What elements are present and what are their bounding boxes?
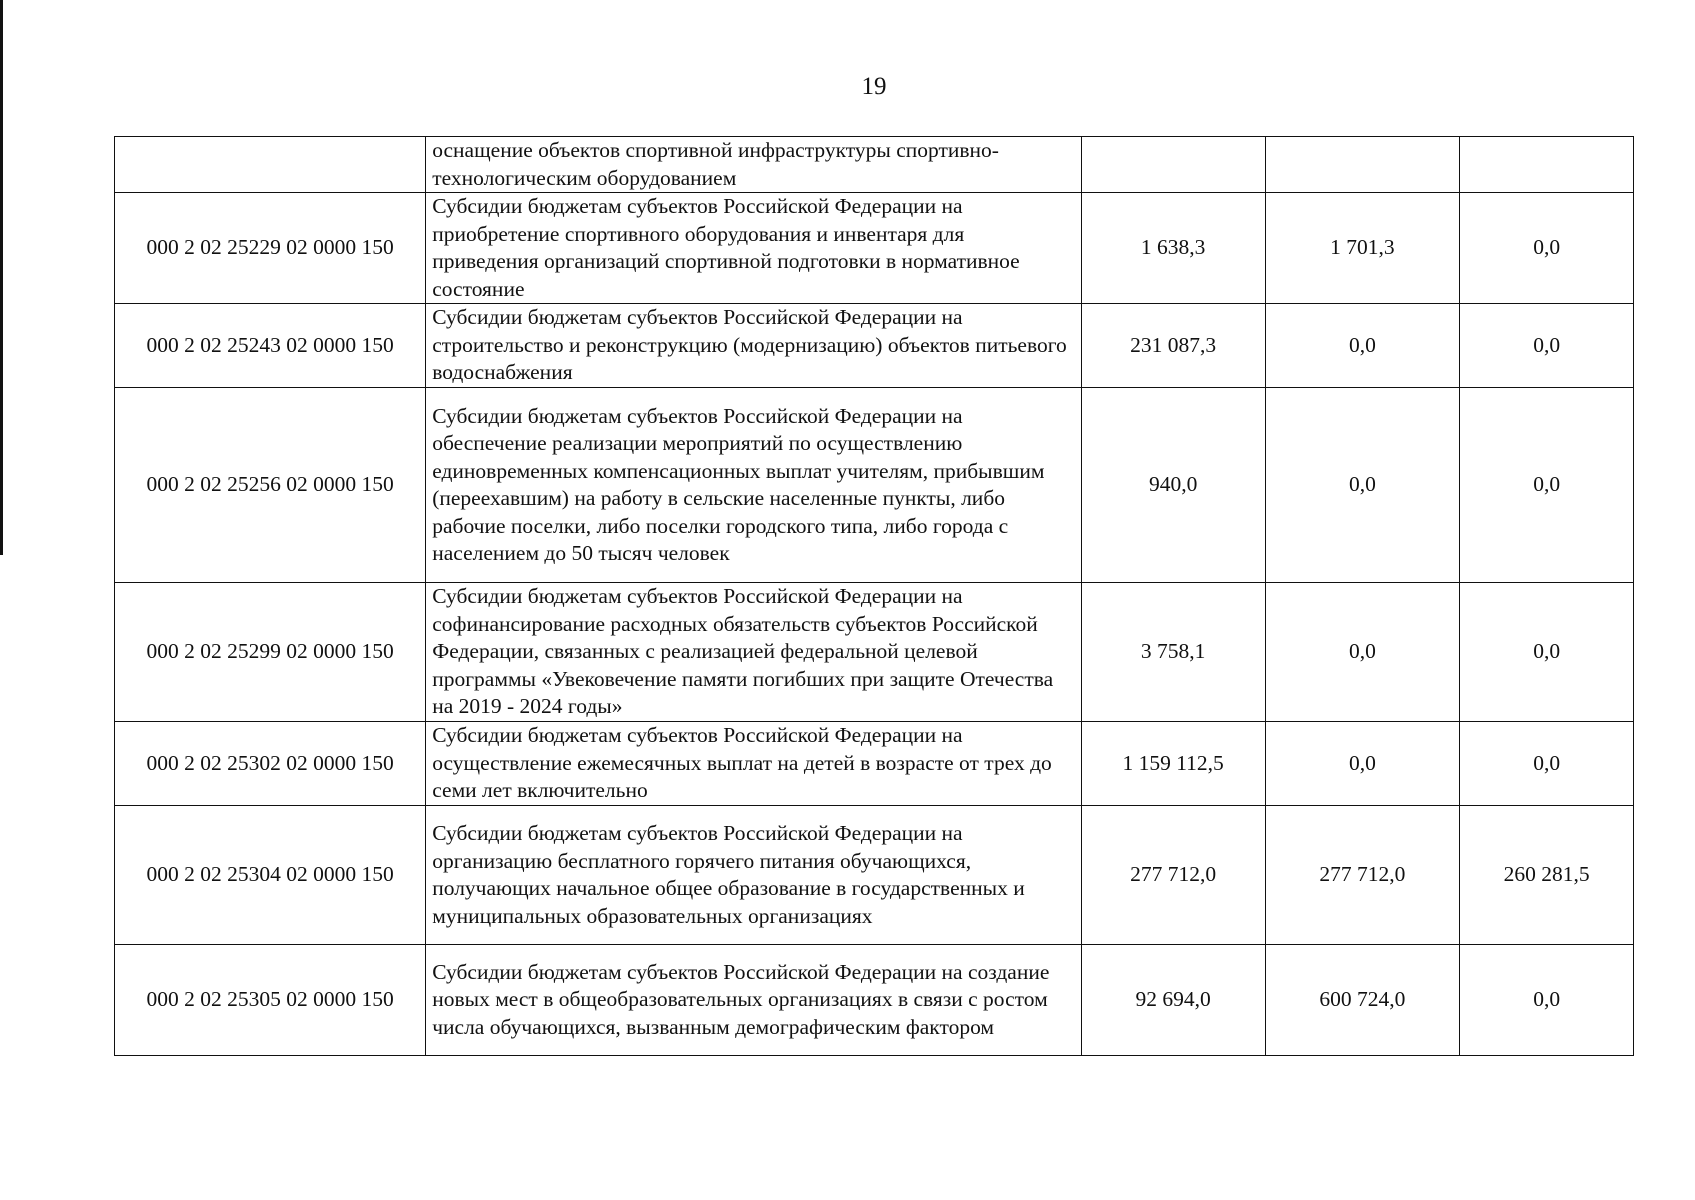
amount-cell-1 [1081,137,1265,193]
subsidy-name-cell: Субсидии бюджетам субъектов Российской Федерации на организацию бесплатного горячего питания обучающихся, получающих начальное общее образование в государственных и муниципальных образовательных организациях [426,806,1082,945]
table-row [115,137,1634,193]
budget-code-cell: 000 2 02 25243 02 0000 150 [115,304,426,388]
budget-code-cell: 000 2 02 25256 02 0000 150 [115,388,426,583]
budget-code-cell: 000 2 02 25229 02 0000 150 [115,193,426,304]
amount-cell-3: 0,0 [1460,945,1634,1056]
amount-cell-3 [1460,137,1634,193]
amount-cell-3: 260 281,5 [1460,806,1634,945]
budget-code-cell: 000 2 02 25302 02 0000 150 [115,722,426,806]
budget-code-cell: 000 2 02 25299 02 0000 150 [115,583,426,722]
table-row [115,193,1634,304]
subsidy-name-cell: Субсидии бюджетам субъектов Российской Федерации на осуществление ежемесячных выплат на детей в возрасте от трех до семи лет включительно [426,722,1082,806]
amount-cell-3: 0,0 [1460,193,1634,304]
amount-cell-2: 277 712,0 [1265,806,1460,945]
amount-cell-3: 0,0 [1460,583,1634,722]
amount-cell-2: 0,0 [1265,304,1460,388]
amount-cell-2: 0,0 [1265,722,1460,806]
amount-cell-3: 0,0 [1460,388,1634,583]
amount-cell-1: 940,0 [1081,388,1265,583]
amount-cell-1: 92 694,0 [1081,945,1265,1056]
subsidy-name-cell: Субсидии бюджетам субъектов Российской Федерации на софинансирование расходных обязательств субъектов Российской Федерации, связанных с реализацией федеральной целевой программы «Увековечение памяти погибших при защите Отечества на 2019 - 2024 годы» [426,583,1082,722]
budget-code-cell: 000 2 02 25304 02 0000 150 [115,806,426,945]
amount-cell-2: 1 701,3 [1265,193,1460,304]
table-row [115,806,1634,945]
page-number: 19 [861,73,887,100]
budget-code-cell [115,137,426,193]
budget-table [114,136,1634,1056]
table-row [115,388,1634,583]
table-row [115,304,1634,388]
amount-cell-3: 0,0 [1460,304,1634,388]
amount-cell-2: 600 724,0 [1265,945,1460,1056]
amount-cell-1: 1 638,3 [1081,193,1265,304]
subsidy-name-cell: оснащение объектов спортивной инфраструктуры спортивно-технологическим оборудованием [426,137,1082,193]
subsidy-name-cell: Субсидии бюджетам субъектов Российской Федерации на создание новых мест в общеобразовательных организациях в связи с ростом числа обучающихся, вызванным демографическим фактором [426,945,1082,1056]
amount-cell-1: 231 087,3 [1081,304,1265,388]
table-row [115,583,1634,722]
table-row [115,722,1634,806]
subsidy-name-cell: Субсидии бюджетам субъектов Российской Федерации на приобретение спортивного оборудования и инвентаря для приведения организаций спортивной подготовки в нормативное состояние [426,193,1082,304]
amount-cell-2: 0,0 [1265,388,1460,583]
amount-cell-1: 1 159 112,5 [1081,722,1265,806]
table-row [115,945,1634,1056]
amount-cell-3: 0,0 [1460,722,1634,806]
amount-cell-2 [1265,137,1460,193]
budget-code-cell: 000 2 02 25305 02 0000 150 [115,945,426,1056]
subsidy-name-cell: Субсидии бюджетам субъектов Российской Федерации на строительство и реконструкцию (модернизацию) объектов питьевого водоснабжения [426,304,1082,388]
subsidy-name-cell: Субсидии бюджетам субъектов Российской Федерации на обеспечение реализации мероприятий по осуществлению единовременных компенсационных выплат учителям, прибывшим (переехавшим) на работу в сельские населенные пункты, либо рабочие поселки, либо поселки городского типа, либо города с населением до 50 тысяч человек [426,388,1082,583]
amount-cell-1: 3 758,1 [1081,583,1265,722]
amount-cell-1: 277 712,0 [1081,806,1265,945]
amount-cell-2: 0,0 [1265,583,1460,722]
